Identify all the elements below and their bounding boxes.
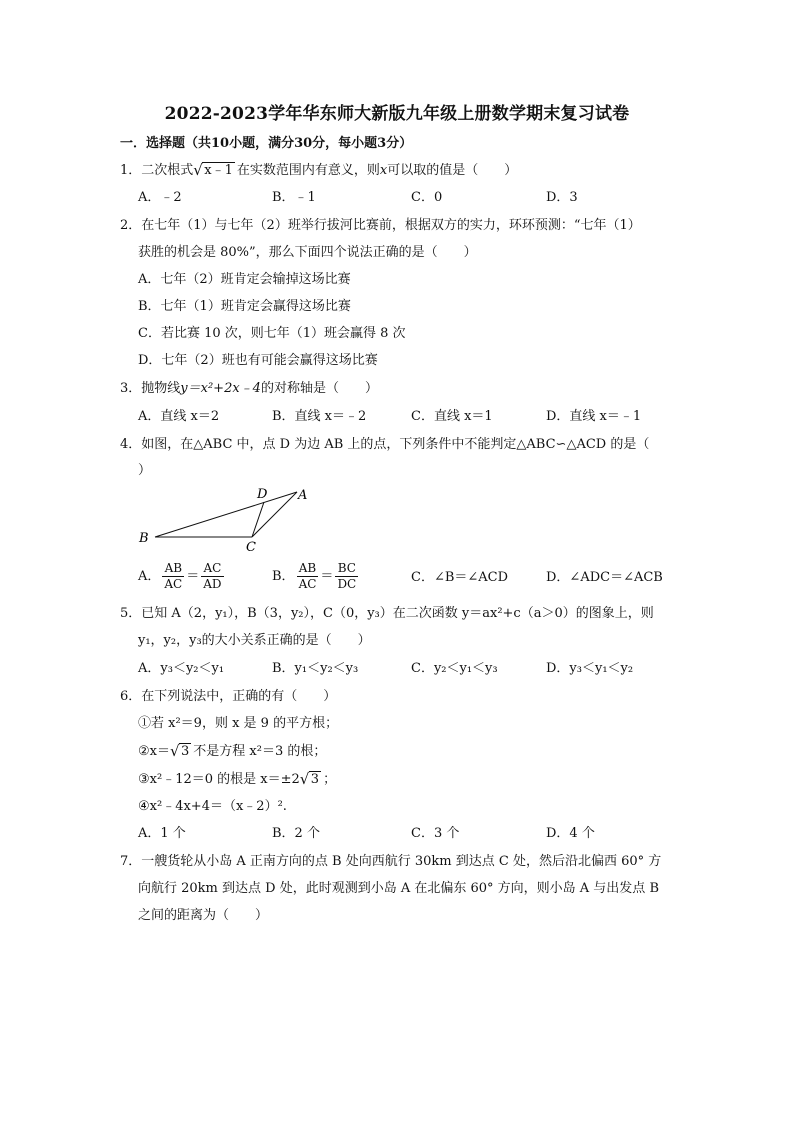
option-d: D．3 [546,190,578,205]
question-1 [120,162,517,180]
question-text: 在实数范围内有意义，则 [236,163,380,178]
option-b: B．直线 x＝﹣2 [272,409,367,424]
question-4-line-1: 4．如图，在△ABC 中，点 D 为边 AB 上的点，下列条件中不能判定△ABC∽△ACD 的是（ [120,437,650,452]
option-a: A． $\frac{AB}{AC}$ ＝ $\frac{AC}{AD}$ [138,561,222,591]
section-heading: 一．选择题（共10小题，满分30分，每小题3分） [120,136,413,151]
question-text: 抛物线 [141,381,181,396]
radical-sign: √ [193,161,203,179]
denominator: AC [298,577,317,591]
option-letter: B． [272,569,295,584]
option-a: A．1 个 [138,826,186,841]
option-d: D．4 个 [546,826,595,841]
option-d: D．y₃＜y₁＜y₂ [546,661,634,676]
question-text: 的对称轴是（ ） [260,381,378,396]
equation: y＝x²+2x﹣4 [180,381,261,396]
option-c: C．0 [411,190,443,205]
point-c-label: C [246,540,256,554]
denominator: AD [203,577,222,591]
statement-2 [138,743,326,761]
page-title: 2022-2023学年华东师大新版九年级上册数学期末复习试卷 [164,104,630,124]
option-a: A．y₃＜y₂＜y₁ [138,661,225,676]
option-c: C．∠B＝∠ACD [411,570,509,585]
option-b: B．七年（1）班肯定会赢得这场比赛 [138,299,351,314]
question-5-line-2: y₁，y₂，y₃的大小关系正确的是（ ） [138,633,371,648]
option-a: A．直线 x＝2 [138,409,220,424]
point-b-label: B [139,531,149,546]
sqrt-expression [193,162,237,180]
numerator: BC [335,561,358,577]
statement-text: ； [323,772,337,787]
option-b: B． $\frac{AB}{AC}$ ＝ $\frac{BC}{DC}$ [272,561,357,591]
sqrt-expression [170,743,193,761]
radical-sign: √ [299,770,310,788]
fraction [297,561,319,592]
question-5-line-1: 5．已知 A（2，y₁），B（3，y₂），C（0，y₃）在二次函数 y＝ax²+c（a＞0）的图象上，则 [120,606,654,621]
question-number: 3． [120,381,142,396]
question-7-line-3: 之间的距离为（ ） [138,908,269,923]
option-d: D．∠ADC＝∠ACB [546,570,663,585]
question-2-line-1: 2．在七年（1）与七年（2）班举行拔河比赛前，根据双方的实力，环环预测：“七年（1） [120,218,641,233]
denominator: AC [164,577,183,591]
statement-text: ②x＝ [138,744,170,759]
option-c: C．y₂＜y₁＜y₃ [411,661,498,676]
option-letter: A． [138,569,161,584]
question-number: 1． [120,163,142,178]
radical-sign: √ [170,742,180,760]
numerator: AB [162,561,184,577]
option-b: B．y₁＜y₂＜y₃ [272,661,359,676]
statement-1: ①若 x²＝9，则 x 是 9 的平方根； [138,716,339,731]
numerator: AB [297,561,319,577]
option-a: A．﹣2 [138,190,182,205]
triangle-figure [130,482,320,554]
radicand: 3 [181,744,190,759]
denominator: DC [337,577,357,591]
numerator: AC [201,561,223,577]
fraction [162,561,184,592]
statement-4: ④x²﹣4x+4＝（x﹣2）². [138,799,287,814]
statement-text: 不是方程 x²＝3 的根； [193,744,327,759]
question-7-line-1: 7．一艘货轮从小岛 A 正南方向的点 B 处向西航行 30km 到达点 C 处，然后沿北偏西 60° 方 [120,854,662,869]
question-6-line-1: 6．在下列说法中，正确的有（ ） [120,689,337,704]
sqrt-expression [300,771,323,789]
point-d-label: D [257,487,268,502]
question-7-line-2: 向航行 20km 到达点 D 处，此时观测到小岛 A 在北偏东 60° 方向，则小岛 A 与出发点 B [138,881,659,896]
option-c: C．若比赛 10 次，则七年（1）班会赢得 8 次 [138,326,406,341]
question-2-line-2: 获胜的机会是 80%”，那么下面四个说法正确的是（ ） [138,245,477,260]
fraction [201,561,223,592]
option-d: D．七年（2）班也有可能会赢得这场比赛 [138,353,378,368]
statement-text: ③x²﹣12＝0 的根是 x＝±2 [138,772,300,787]
point-a-label: A [298,488,308,503]
option-c: C．3 个 [411,826,460,841]
option-b: B．﹣1 [272,190,316,205]
question-text: 二次根式 [141,163,194,178]
option-c: C．直线 x＝1 [411,409,493,424]
question-4-line-2: ） [138,463,152,478]
fraction [335,561,358,592]
statement-3 [138,771,336,789]
question-3 [120,380,378,398]
option-d: D．直线 x＝﹣1 [546,409,642,424]
option-a: A．七年（2）班肯定会输掉这场比赛 [138,272,351,287]
radicand: 3 [310,772,320,787]
variable: x [379,163,388,178]
option-b: B．2 个 [272,826,320,841]
question-text: 可以取的值是（ ） [387,163,518,178]
radicand: x﹣1 [204,163,233,178]
